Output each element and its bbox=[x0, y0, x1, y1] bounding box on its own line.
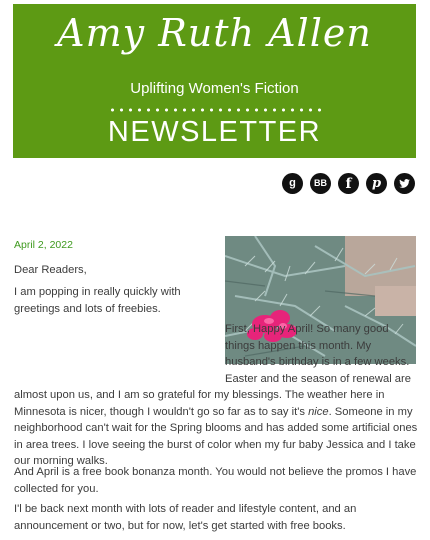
social-links bbox=[282, 173, 415, 194]
author-name: Amy Ruth Allen bbox=[57, 11, 372, 55]
goodreads-icon[interactable]: g bbox=[282, 173, 303, 194]
photo-wrap-spacer bbox=[14, 321, 225, 371]
newsletter-title: NEWSLETTER bbox=[107, 116, 322, 148]
spring-text-emphasis: nice bbox=[308, 405, 329, 418]
dotted-divider bbox=[108, 108, 321, 112]
greeting: Dear Readers, bbox=[14, 264, 87, 276]
newsletter-date: April 2, 2022 bbox=[14, 239, 73, 251]
free-books-paragraph: And April is a free book bonanza month. You would not believe the promos I have collected for you. bbox=[14, 466, 417, 495]
spring-text-b: . Someone in my neighborhood can't wait for the Spring blooms and has added some artificial ones in area trees. I love seeing the burst of color when my fur baby Jessica and I take our morning walks. bbox=[14, 405, 418, 467]
spring-text-a: First, Happy April! So many good things happen this month. My husband's birthday is in a few weeks. Easter and the season of renewal are almost upon us, and I am so grateful for my blessings. The weather here in Minnesota is nicer, though I wouldn't go so far as to say it's bbox=[14, 323, 411, 418]
facebook-icon[interactable]: f bbox=[338, 173, 359, 194]
pinterest-icon[interactable]: p bbox=[366, 173, 387, 194]
spring-paragraph bbox=[14, 321, 418, 470]
twitter-bird-glyph bbox=[398, 177, 411, 190]
closing-paragraph: I'l be back next month with lots of reader and lifestyle content, and an announcement or two, but for now, let's get started with free books. bbox=[14, 503, 357, 532]
twitter-icon[interactable] bbox=[394, 173, 415, 194]
newsletter-banner bbox=[13, 4, 416, 158]
bookbub-icon[interactable]: BB bbox=[310, 173, 331, 194]
intro-paragraph: I am popping in really quickly with greetings and lots of freebies. bbox=[14, 286, 181, 315]
tagline: Uplifting Women's Fiction bbox=[130, 80, 299, 97]
